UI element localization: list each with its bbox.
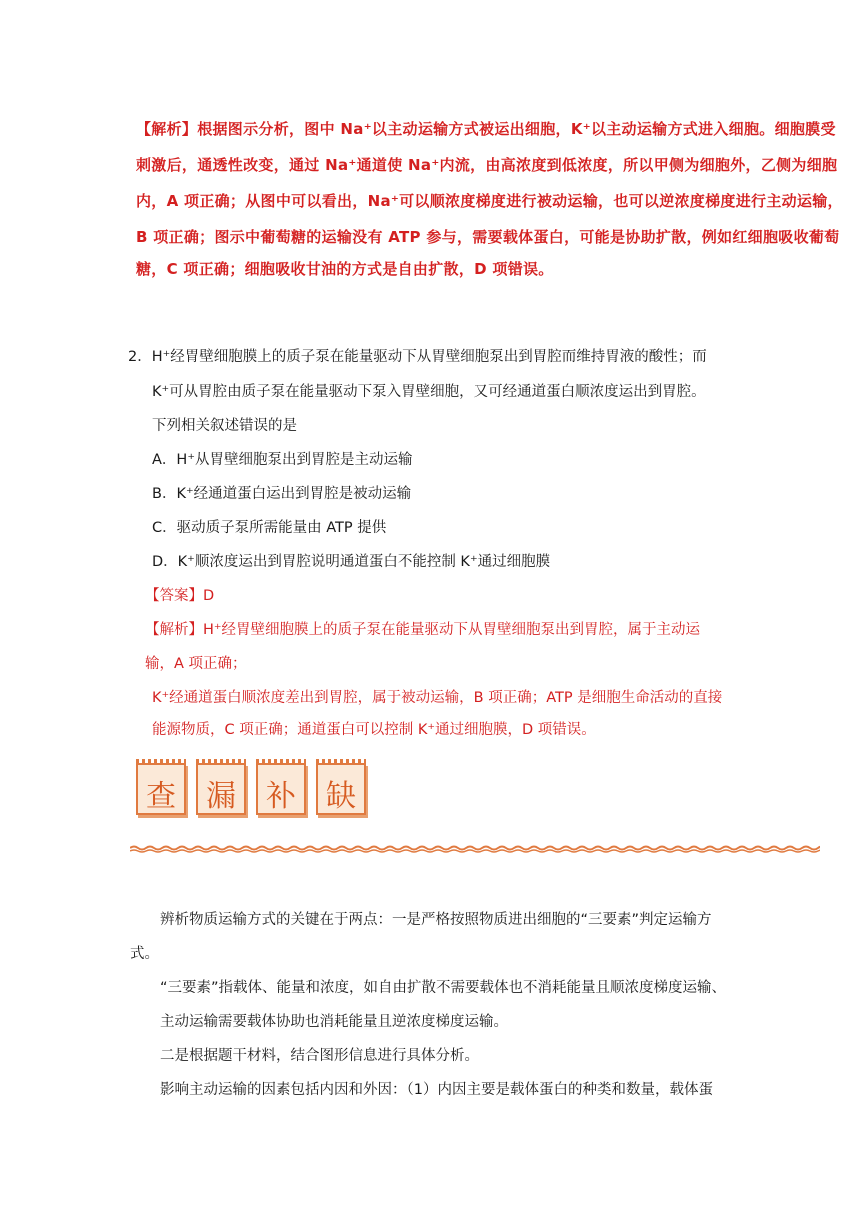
analysis-line-2: 输，A 项正确； (145, 656, 247, 672)
banner-tile-2: 漏 (196, 763, 246, 815)
banner-tile-4: 缺 (316, 763, 366, 815)
question-2-stem-line-2: K⁺可从胃腔由质子泵在能量驱动下泵入胃壁细胞，又可经通道蛋白顺浓度运出到胃腔。 (152, 384, 706, 400)
body-line-2: 式。 (130, 946, 159, 962)
question-2-stem-line-3: 下列相关叙述错误的是 (152, 418, 297, 434)
explanation-1-line-3: 内，A 项正确；从图中可以看出，Na⁺可以顺浓度梯度进行被动运输，也可以逆浓度梯度进行主动运输， (136, 192, 843, 210)
section-banner (136, 763, 366, 815)
option-a: A．H⁺从胃壁细胞泵出到胃腔是主动运输 (152, 452, 413, 468)
explanation-1-line-5: 糖，C 项正确；细胞吸收甘油的方式是自由扩散，D 项错误。 (136, 260, 554, 278)
banner-tile-1: 查 (136, 763, 186, 815)
explanation-1-line-4: B 项正确；图示中葡萄糖的运输没有 ATP 参与，需要载体蛋白，可能是协助扩散，例如红细胞吸收葡萄 (136, 228, 840, 246)
explanation-1-line-2: 刺激后，通透性改变，通过 Na⁺通道使 Na⁺内流，由高浓度到低浓度，所以甲侧为细胞外，乙侧为细胞 (136, 156, 838, 174)
analysis-line-4: 能源物质，C 项正确；通道蛋白可以控制 K⁺通过细胞膜，D 项错误。 (152, 722, 596, 738)
option-d: D．K⁺顺浓度运出到胃腔说明通道蛋白不能控制 K⁺通过细胞膜 (152, 554, 551, 570)
banner-tile-3: 补 (256, 763, 306, 815)
question-2-stem-line-1: 2．H⁺经胃壁细胞膜上的质子泵在能量驱动下从胃壁细胞泵出到胃腔而维持胃液的酸性；而 (128, 349, 707, 365)
question-number: 2． (128, 349, 152, 365)
explanation-tag: 【解析】 (136, 120, 198, 138)
body-line-1: 辨析物质运输方式的关键在于两点：一是严格按照物质进出细胞的“三要素”判定运输方 (160, 912, 712, 928)
body-line-6: 影响主动运输的因素包括内因和外因：（1）内因主要是载体蛋白的种类和数量，载体蛋 (160, 1082, 713, 1098)
wavy-divider (130, 842, 820, 856)
answer: 【答案】D (145, 588, 215, 604)
body-line-3: “三要素”指载体、能量和浓度，如自由扩散不需要载体也不消耗能量且顺浓度梯度运输、 (160, 980, 727, 996)
option-c: C．驱动质子泵所需能量由 ATP 提供 (152, 520, 387, 536)
body-line-4: 主动运输需要载体协助也消耗能量且逆浓度梯度运输。 (160, 1014, 508, 1030)
body-line-5: 二是根据题干材料，结合图形信息进行具体分析。 (160, 1048, 479, 1064)
option-b: B．K⁺经通道蛋白运出到胃腔是被动运输 (152, 486, 412, 502)
explanation-1-line-1: 【解析】根据图示分析，图中 Na⁺以主动运输方式被运出细胞，K⁺以主动运输方式进入细胞。细胞膜受 (136, 120, 836, 138)
analysis-line-3: K⁺经通道蛋白顺浓度差出到胃腔，属于被动运输，B 项正确；ATP 是细胞生命活动的直接 (152, 690, 723, 706)
analysis-line-1: 【解析】H⁺经胃壁细胞膜上的质子泵在能量驱动下从胃壁细胞泵出到胃腔，属于主动运 (145, 622, 701, 638)
